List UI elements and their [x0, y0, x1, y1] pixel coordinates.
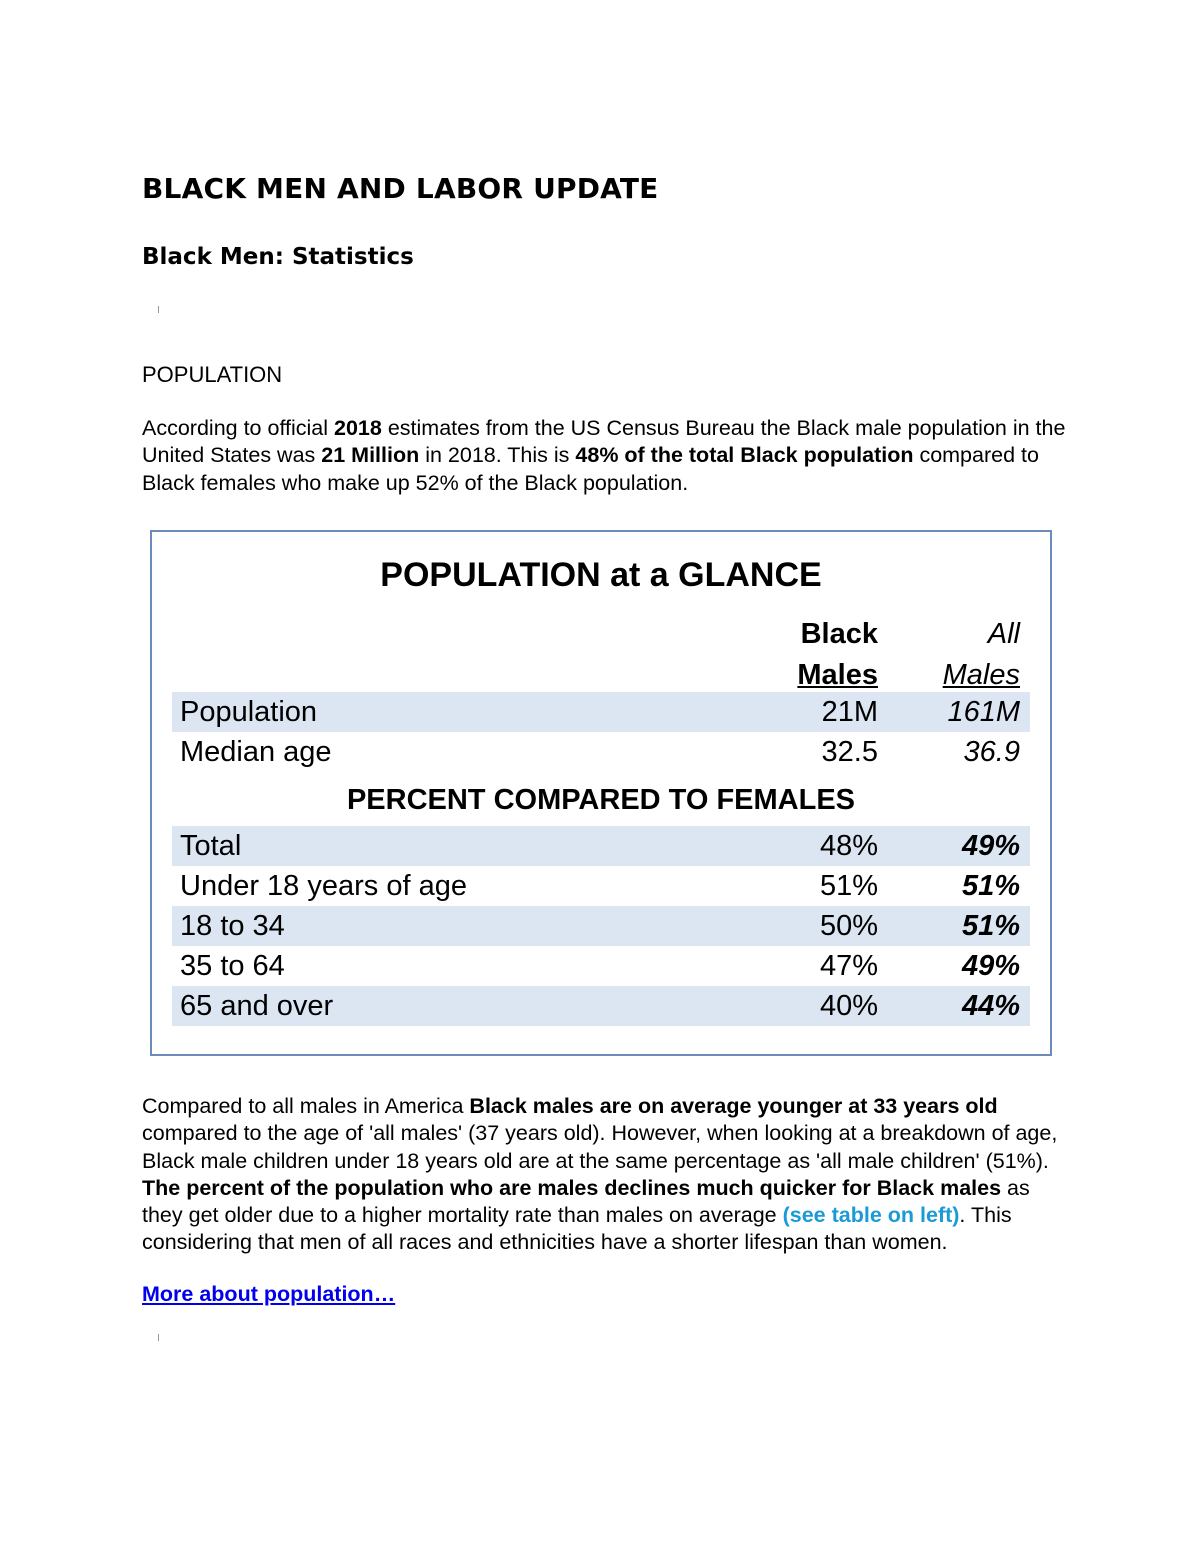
section-heading-population: POPULATION — [142, 362, 283, 387]
table-row: Median age 32.5 36.9 — [180, 736, 1020, 768]
more-about-population-link[interactable]: More about population… — [142, 1282, 396, 1306]
document-title: BLACK MEN AND LABOR UPDATE — [142, 172, 659, 205]
population-paragraph: According to official 2018 estimates from the US Census Bureau the Black male population in the United States was 21 Million in 2018. This is 48% of the total Black population compared to Black females who make up 52% of the Black population. — [142, 416, 1066, 495]
column-header-black-males: Black Males — [797, 618, 878, 691]
divider-mark — [158, 1334, 159, 1341]
table-row: 18 to 34 50% 51% — [172, 906, 1030, 946]
column-header-all-males: All Males — [942, 618, 1020, 691]
age-comparison-paragraph: Compared to all males in America Black males are on average younger at 33 years old compared to the age of 'all males' (37 years old). However, when looking at a breakdown of age, Black male children under 18 years old are at the same percentage as 'all male children' (51%). The percent of the population who are males declines much quicker for Black males as they get older due to a higher mortality rate than males on average (see table on left). This considering that men of all races and ethnicities have a shorter lifespan than women. — [142, 1094, 1058, 1255]
table-row: Population 21M 161M — [172, 692, 1030, 732]
table-row: Under 18 years of age 51% 51% — [180, 870, 1020, 902]
population-at-a-glance-table — [150, 530, 1052, 1056]
table-row: 65 and over 40% 44% — [172, 986, 1030, 1026]
table-title: POPULATION at a GLANCE — [380, 556, 822, 594]
table-row: 35 to 64 47% 49% — [180, 950, 1020, 982]
document-subtitle: Black Men: Statistics — [142, 244, 414, 270]
see-table-link[interactable]: (see table on left) — [782, 1203, 960, 1228]
divider-mark — [158, 306, 159, 313]
table-row: Total 48% 49% — [172, 826, 1030, 866]
percent-section-heading: PERCENT COMPARED TO FEMALES — [346, 784, 856, 816]
